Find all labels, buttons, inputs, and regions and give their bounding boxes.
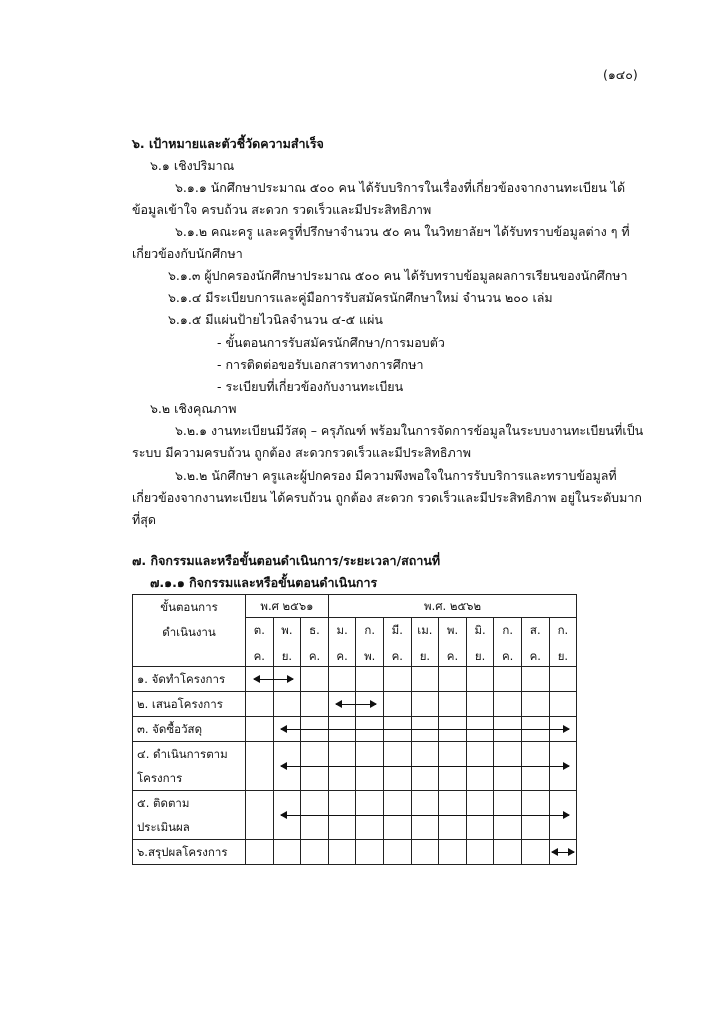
activity-label: ๑. จัดทำโครงการ bbox=[133, 667, 246, 692]
activity-label: ๒. เสนอโครงการ bbox=[133, 692, 246, 717]
schedule-cell bbox=[384, 840, 412, 865]
month-abbr-line-1: ส. bbox=[529, 623, 541, 637]
timeline-arrow bbox=[552, 852, 574, 853]
month-abbr-line-2: พ. bbox=[364, 649, 376, 663]
month-abbr-line-2: ย. bbox=[419, 649, 431, 663]
month-header-cell bbox=[356, 618, 384, 667]
quantity-item-4: ๖.๑.๔ มีระเบียบการและคู่มือการรับสมัครนักศึกษาใหม่ จำนวน ๒๐๐ เล่ม bbox=[168, 290, 553, 305]
month-abbr-line-2: ค. bbox=[446, 649, 459, 663]
activity-label bbox=[133, 742, 246, 791]
section-7-heading: ๗. กิจกรรมและหรือขั้นตอนดำเนินการ/ระยะเวลา/สถานที่ bbox=[132, 553, 441, 568]
month-header-cell bbox=[411, 618, 439, 667]
schedule-cell bbox=[494, 667, 522, 692]
schedule-cell bbox=[466, 667, 494, 692]
schedule-cell bbox=[439, 840, 467, 865]
month-abbr-line-2: ค. bbox=[308, 649, 321, 663]
month-abbr-line-1: มิ. bbox=[474, 623, 486, 637]
month-header-cell bbox=[521, 618, 549, 667]
activity-label bbox=[133, 791, 246, 840]
schedule-cell bbox=[521, 667, 549, 692]
quantity-item-3: ๖.๑.๓ ผู้ปกครองนักศึกษาประมาณ ๕๐๐ คน ได้รับทราบข้อมูลผลการเรียนของนักศึกษา bbox=[168, 268, 628, 283]
month-abbr-line-2: ค. bbox=[529, 649, 541, 663]
timeline-arrow bbox=[281, 729, 569, 730]
table-header-row-years bbox=[133, 595, 577, 618]
quality-item-1-line-1: ๖.๒.๑ งานทะเบียนมีวัสดุ – ครุภัณฑ์ พร้อมในการจัดการข้อมูลในระบบงานทะเบียนที่เป็น bbox=[175, 423, 644, 438]
month-abbr-line-1: พ. bbox=[446, 623, 459, 637]
month-header-cell bbox=[494, 618, 522, 667]
quantity-item-5: ๖.๑.๕ มีแผ่นป้ายไวนิลจำนวน ๔-๕ แผ่น bbox=[168, 312, 383, 327]
month-abbr-line-1: ม. bbox=[336, 623, 348, 637]
quality-item-1-line-2: ระบบ มีความครบถ้วน ถูกต้อง สะดวกรวดเร็วและมีประสิทธิภาพ bbox=[132, 445, 472, 460]
schedule-cell bbox=[273, 692, 301, 717]
year-header-2561: พ.ศ ๒๕๖๑ bbox=[246, 595, 329, 618]
schedule-cell bbox=[549, 692, 577, 717]
schedule-cell bbox=[356, 667, 384, 692]
schedule-cell bbox=[273, 840, 301, 865]
month-abbr-line-2: ย. bbox=[281, 649, 293, 663]
month-abbr-line-1: เม. bbox=[417, 623, 433, 637]
month-header-cell bbox=[301, 618, 329, 667]
activity-label: ๓. จัดซื้อวัสดุ bbox=[133, 717, 246, 742]
step-header-line-2: ดำเนินงาน bbox=[162, 625, 216, 639]
bullet-item-3: - ระเบียบที่เกี่ยวข้องกับงานทะเบียน bbox=[217, 379, 404, 394]
month-abbr-line-1: พ. bbox=[281, 623, 293, 637]
schedule-cell bbox=[494, 692, 522, 717]
schedule-cell bbox=[246, 742, 274, 791]
activity-label: ๖.สรุปผลโครงการ bbox=[133, 840, 246, 865]
month-abbr-line-1: ก. bbox=[364, 623, 376, 637]
month-abbr-line-1: ก. bbox=[557, 623, 569, 637]
schedule-cell bbox=[411, 840, 439, 865]
month-header-cell bbox=[439, 618, 467, 667]
schedule-cell bbox=[466, 840, 494, 865]
step-header-line-1: ขั้นตอนการ bbox=[160, 600, 218, 614]
month-abbr-line-2: ย. bbox=[474, 649, 486, 663]
quality-item-2-line-1: ๖.๒.๒ นักศึกษา ครูและผู้ปกครอง มีความพึงพอใจในการรับบริการและทราบข้อมูลที่ bbox=[175, 468, 617, 483]
quality-heading: ๖.๒ เชิงคุณภาพ bbox=[150, 401, 237, 416]
step-header-cell bbox=[133, 595, 246, 667]
schedule-cell bbox=[301, 692, 329, 717]
timeline-arrow bbox=[254, 679, 293, 680]
month-header-cell bbox=[549, 618, 577, 667]
year-header-2562: พ.ศ. ๒๕๖๒ bbox=[328, 595, 576, 618]
month-header-cell bbox=[466, 618, 494, 667]
quality-item-2-line-3: ที่สุด bbox=[132, 512, 156, 527]
month-header-cell bbox=[328, 618, 356, 667]
activity-label-line-1: ๔. ดำเนินการตาม bbox=[137, 747, 228, 761]
section-6-heading: ๖. เป้าหมายและตัวชี้วัดความสำเร็จ bbox=[132, 136, 324, 151]
month-abbr-line-2: ค. bbox=[253, 649, 265, 663]
schedule-cell bbox=[494, 840, 522, 865]
month-abbr-line-1: ธ. bbox=[309, 623, 320, 637]
quantity-item-2-line-2: เกี่ยวข้องกับนักศึกษา bbox=[132, 246, 243, 261]
month-header-cell bbox=[246, 618, 274, 667]
activity-label-line-2: ประเมินผล bbox=[137, 820, 190, 834]
activity-label-line-1: ๕. ติดตาม bbox=[137, 796, 190, 810]
quantity-item-2-line-1: ๖.๑.๒ คณะครู และครูที่ปรึกษาจำนวน ๕๐ คน ในวิทยาลัยฯ ได้รับทราบข้อมูลต่าง ๆ ที่ bbox=[175, 224, 630, 239]
schedule-cell bbox=[384, 692, 412, 717]
month-header-cell bbox=[273, 618, 301, 667]
schedule-cell bbox=[356, 840, 384, 865]
schedule-cell bbox=[411, 692, 439, 717]
month-abbr-line-2: ค. bbox=[336, 649, 348, 663]
schedule-cell bbox=[466, 692, 494, 717]
month-abbr-line-2: ค. bbox=[501, 649, 514, 663]
table-row bbox=[133, 840, 577, 865]
quantity-heading: ๖.๑ เชิงปริมาณ bbox=[150, 158, 235, 173]
schedule-cell bbox=[549, 667, 577, 692]
timeline-arrow bbox=[336, 704, 375, 705]
schedule-cell bbox=[439, 692, 467, 717]
section-7-subheading: ๗.๑.๑ กิจกรรมและหรือขั้นตอนดำเนินการ bbox=[150, 575, 378, 590]
month-abbr-line-1: ก. bbox=[502, 623, 513, 637]
quantity-item-1-line-2: ข้อมูลเข้าใจ ครบถ้วน สะดวก รวดเร็วและมีประสิทธิภาพ bbox=[132, 202, 432, 217]
schedule-cell bbox=[411, 667, 439, 692]
schedule-cell bbox=[521, 840, 549, 865]
bullet-item-1: - ขั้นตอนการรับสมัครนักศึกษา/การมอบตัว bbox=[217, 335, 445, 350]
schedule-cell bbox=[301, 840, 329, 865]
schedule-cell bbox=[328, 667, 356, 692]
schedule-cell bbox=[246, 840, 274, 865]
schedule-cell bbox=[521, 692, 549, 717]
table-row bbox=[133, 667, 577, 692]
schedule-cell bbox=[246, 692, 274, 717]
schedule-cell bbox=[384, 667, 412, 692]
quantity-item-1-line-1: ๖.๑.๑ นักศึกษาประมาณ ๕๐๐ คน ได้รับบริการในเรื่องที่เกี่ยวข้องจากงานทะเบียน ได้ bbox=[175, 180, 626, 195]
schedule-cell bbox=[246, 791, 274, 840]
activity-label-line-2: โครงการ bbox=[137, 771, 183, 785]
schedule-cell bbox=[246, 717, 274, 742]
timeline-arrow bbox=[281, 815, 569, 816]
schedule-cell bbox=[328, 840, 356, 865]
quality-item-2-line-2: เกี่ยวข้องจากงานทะเบียน ได้ครบถ้วน ถูกต้อง สะดวก รวดเร็วและมีประสิทธิภาพ อยู่ในระดับมาก bbox=[132, 490, 642, 505]
schedule-cell bbox=[301, 667, 329, 692]
month-abbr-line-1: มี. bbox=[391, 623, 403, 637]
page-number: (๑๔๐) bbox=[603, 67, 638, 82]
month-abbr-line-2: ย. bbox=[557, 649, 569, 663]
timeline-arrow bbox=[281, 766, 569, 767]
month-abbr-line-1: ต. bbox=[253, 623, 265, 637]
month-header-cell bbox=[384, 618, 412, 667]
bullet-item-2: - การติดต่อขอรับเอกสารทางการศึกษา bbox=[217, 357, 424, 372]
schedule-cell bbox=[439, 667, 467, 692]
month-abbr-line-2: ค. bbox=[391, 649, 403, 663]
